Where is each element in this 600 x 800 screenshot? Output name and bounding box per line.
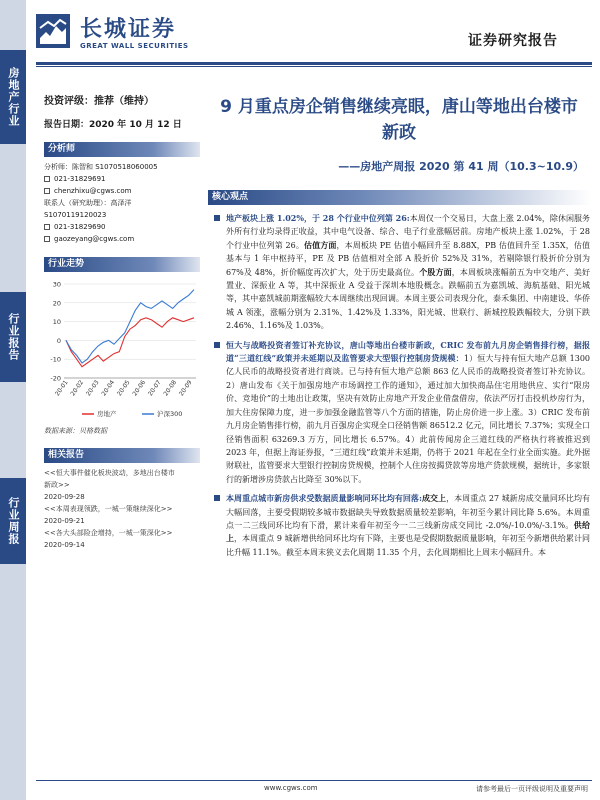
related-section-header: 相关报告 xyxy=(44,448,200,463)
related-report-link[interactable]: 新政>> xyxy=(44,481,70,489)
x-tick-label: 20-02 xyxy=(69,379,86,398)
investment-rating: 投资评级：推荐（维持） xyxy=(44,96,154,107)
phone-icon xyxy=(44,224,50,230)
paragraph-heading: 本周重点城市新房供求受数据质量影响同环比均有回落: xyxy=(226,493,422,504)
related-report-date: 2020-09-21 xyxy=(44,517,85,525)
analyst-section-header: 分析师 xyxy=(44,142,200,157)
left-info-column xyxy=(44,80,200,551)
report-body xyxy=(212,212,590,565)
company-logo xyxy=(36,12,206,56)
email-icon xyxy=(44,236,50,242)
trend-chart-svg xyxy=(44,278,200,424)
related-report-date: 2020-09-14 xyxy=(44,541,85,549)
sidebar-report-type-label: 行业报告 xyxy=(0,292,26,382)
related-report-link[interactable]: <<恒大事件催化板块波动，多地出台楼市 xyxy=(44,469,175,477)
x-tick-label: 20-01 xyxy=(53,379,70,398)
sidebar-industry-label: 房地产行业 xyxy=(0,50,26,144)
industry-trend-chart xyxy=(44,278,200,424)
y-tick-label: 20 xyxy=(52,299,61,308)
analyst-line: 分析师：陈智和 S1070518060005 xyxy=(44,163,158,171)
phone-icon xyxy=(44,176,50,182)
sidebar-weekly-label: 行业周报 xyxy=(0,478,26,564)
legend-label: 房地产 xyxy=(97,410,117,418)
analyst-email[interactable]: chenzhixu@cgws.com xyxy=(44,185,200,197)
analyst-info xyxy=(44,161,200,245)
legend-label: 沪深300 xyxy=(157,410,183,418)
bullet-icon xyxy=(214,495,220,501)
bullet-icon xyxy=(214,215,220,221)
related-report-link[interactable]: <<本周表现领跌，一城一策继续深化>> xyxy=(44,505,173,513)
y-tick-label: -20 xyxy=(50,374,61,383)
x-tick-label: 20-03 xyxy=(84,379,101,398)
y-tick-label: -10 xyxy=(50,355,61,364)
y-tick-label: 0 xyxy=(56,336,61,345)
contact-line: 联系人（研究助理）：高泽洋 xyxy=(44,199,132,207)
header-divider-thin xyxy=(36,66,592,67)
report-subtitle: ——房地产周报 2020 第 41 周（10.3~10.9） xyxy=(338,160,584,173)
great-wall-logo-icon xyxy=(36,14,70,48)
contact-phone: 021-31829690 xyxy=(44,221,200,233)
paragraph-heading: 地产板块上涨 1.02%，于 28 个行业中位列第 26: xyxy=(226,213,410,223)
logo-english-name: GREAT WALL SECURITIES xyxy=(80,42,189,50)
report-title: 9 月重点房企销售继续亮眼，唐山等地出台楼市新政 xyxy=(220,97,578,143)
footer-disclaimer: 请参考最后一页评级说明及重要声明 xyxy=(476,785,588,793)
x-tick-label: 20-08 xyxy=(162,379,179,398)
x-tick-label: 20-09 xyxy=(177,379,194,398)
related-report-date: 2020-09-28 xyxy=(44,493,85,501)
x-tick-label: 20-07 xyxy=(146,379,163,398)
contact-email[interactable]: gaozeyang@cgws.com xyxy=(44,233,200,245)
x-tick-label: 20-05 xyxy=(115,379,132,398)
paragraph-heading: 恒大与战略投资者签订补充协议，唐山等地出台楼市新政，CRIC 发布前九月房企销售排行榜，据报道“三道红线”政策并未延期以及监管要求大型银行控制房贷规模： xyxy=(226,339,590,364)
trend-section-header: 行业走势 xyxy=(44,257,200,272)
report-type-label: 证券研究报告 xyxy=(468,33,558,49)
paragraph-supply-demand: 本周重点城市新房供求受数据质量影响同环比均有回落:成交上，本周重点 27 城新房成交量同环比均有大幅回落，主要受假期较多城市数据缺失导致数据质量较差影响，年初至今累计同比降 5.6%。本周重点一二三线同环比均有下滑，累计来看年初至今一二三线新房成交同比 -2.0%/-10.0%/-3.1%。供给上，本周重点 9 城新增供给同环比均有下降，主要也是受假期数据质量影响，年初至今新增供给累计同比升幅 11.1%。截至本周末狭义去化周期 11.35 个月，去化周期相比上周末小幅回升。本 xyxy=(212,492,590,559)
report-date: 报告日期：2020 年 10 月 12 日 xyxy=(44,120,182,130)
related-report-link[interactable]: <<各大头部险企增持，一城一策深化>> xyxy=(44,529,173,537)
paragraph-policy: 恒大与战略投资者签订补充协议，唐山等地出台楼市新政，CRIC 发布前九月房企销售排行榜，据报道“三道红线”政策并未延期以及监管要求大型银行控制房贷规模：1）恒大与持有恒大地产总额 1300 亿人民币的战略投资者进行商谈。已与持有恒大地产总额 863 亿人民币的战略投资者签订补充协议。2）唐山发布《关于加强房地产市场调控工作的通知》，通过加大加快商品住宅用地供应、实行“限房价、竞地价”的土地出让政策，坚决有效防止房地产开发企业借盘借房，依法严厉打击投机炒房行为，加大住房保障力度，进一步加强金融监管等八个方面的措施，防止房价进一步上涨。3）CRIC 发布前九月房企销售排行榜，前九月百强房企实现全口径销售额 86512.2 亿元，同比增长 7.37%；实现全口径销售面积 63269.3 万方，同比增长 6.57%。4）此前传闻房企三道红线的严格执行将被推迟到 2023 年，但据上海证券报，“三道红线”政策并未延期，仍将于 2021 年起在全行业全面实施。此外据财联社，监管要求大型银行控制房贷规模，控制个人住房按揭贷款等房地产贷款规模，据统计，多家银行的新增涉房贷款占比降至 30%以下。 xyxy=(212,339,590,486)
chart-source: 数据来源：贝格数据 xyxy=(44,427,107,435)
footer-divider xyxy=(36,780,592,781)
y-tick-label: 30 xyxy=(52,280,61,289)
series-line xyxy=(66,290,194,363)
y-tick-label: 10 xyxy=(52,318,61,327)
related-reports xyxy=(44,467,200,551)
bullet-icon xyxy=(214,342,220,348)
logo-chinese-name: 长城证券 xyxy=(80,17,177,42)
footer-url[interactable]: www.cgws.com xyxy=(264,784,318,792)
x-tick-label: 20-06 xyxy=(131,379,148,398)
left-sidebar xyxy=(0,0,26,800)
core-view-header: 核心观点 xyxy=(208,190,592,205)
x-tick-label: 20-04 xyxy=(100,379,117,398)
paragraph-sector: 地产板块上涨 1.02%，于 28 个行业中位列第 26:本周仅一个交易日，大盘上涨 2.04%，除休闲服务外所有行业均录得正收益，其中电气设备、综合、电子行业涨幅居前。房地产板块上涨 1.02%，于 28 个行业中位列第 26。估值方面，本周板块 PE 估值小幅回升至 8.88X，PB 估值回升至 1.35X，估值基本与 1 年中枢持平，PE 及 PB 估值相对全部 A 股折价 52%及 31%，若剔除银行股折价分别为 67%及 48%，折价幅度再次扩大，处于历史最高位。个股方面，本周板块涨幅前五为中交地产、美好置业、深振业 A 等，其中深振业 A 受益于深圳本地股概念。跌幅前五为嘉凯城、海航基础、阳光城等，其中嘉凯城前期涨幅较大本周继续出现回调。本周主要公司表现分化，泰禾集团、中南建设、华侨城 A 领涨，涨幅分别为 2.31%、1.42%及 1.33%，阳光城、世联行、新城控股跌幅较大，分别下跌 2.46%、1.16%及 1.03%。 xyxy=(212,212,590,333)
header-divider xyxy=(36,62,592,65)
contact-cert: S1070119120023 xyxy=(44,211,107,219)
analyst-phone: 021-31829691 xyxy=(44,173,200,185)
email-icon xyxy=(44,188,50,194)
